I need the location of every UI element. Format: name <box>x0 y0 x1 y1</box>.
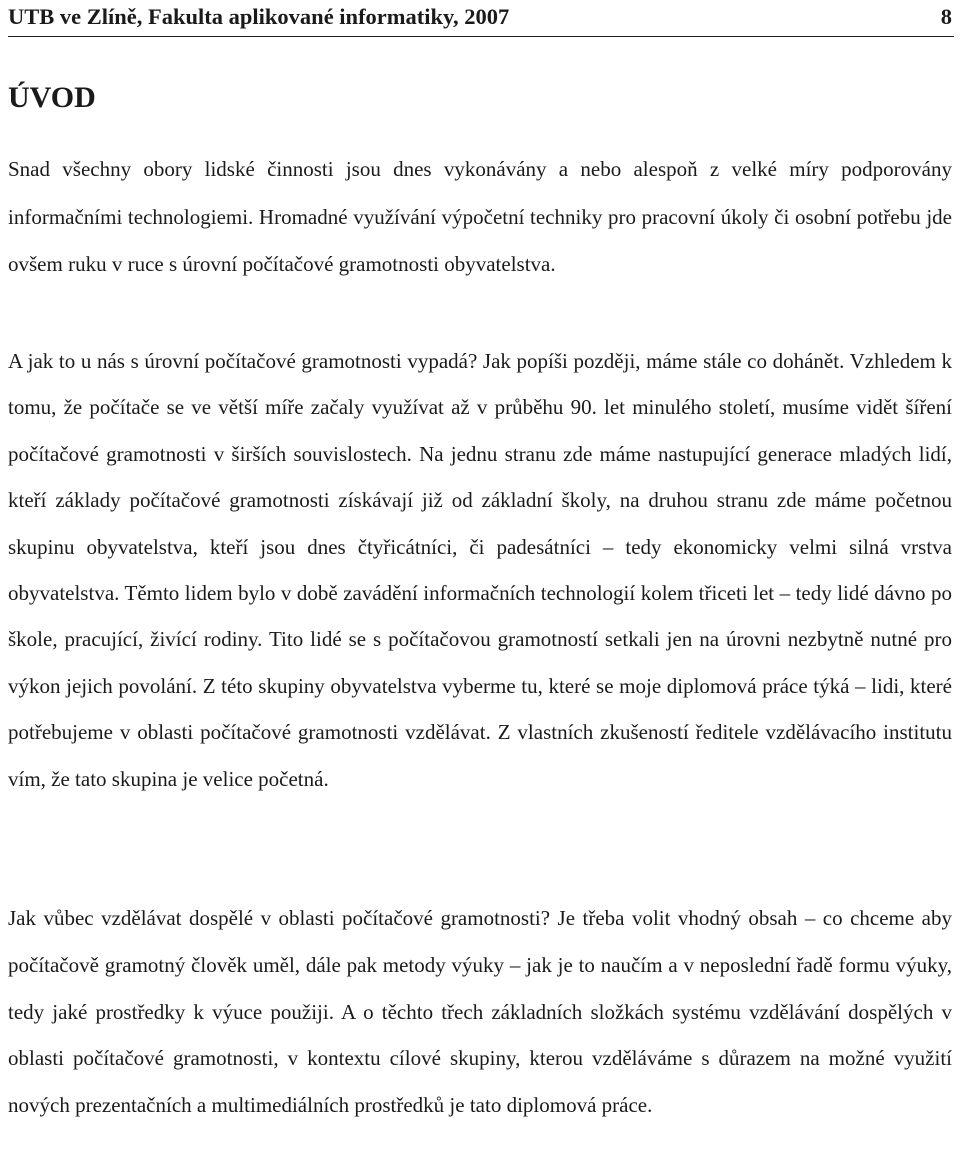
chapter-title: ÚVOD <box>8 81 96 114</box>
header-divider <box>8 36 954 37</box>
page-header <box>8 0 952 34</box>
paragraph-2: A jak to u nás s úrovní počítačové gramotnosti vypadá? Jak popíši později, máme stále co dohánět. Vzhledem k tomu, že počítače se ve větší míře začaly využívat až v průběhu 90. let minulého století, musíme vidět šíření počítačové gramotnosti v širších souvislostech. Na jednu stranu zde máme nastupující generace mladých lidí, kteří základy počítačové gramotnosti získávají již od základní školy, na druhou stranu zde máme početnou skupinu obyvatelstva, kteří jsou dnes čtyřicátníci, či padesátníci – tedy ekonomicky velmi silná vrstva obyvatelstva. Těmto lidem bylo v době zavádění informačních technologií kolem třiceti let – tedy lidé dávno po škole, pracující, živící rodiny. Tito lidé se s počítačovou gramotností setkali jen na úrovni nezbytně nutné pro výkon jejich povolání. Z této skupiny obyvatelstva vyberme tu, které se moje diplomová práce týká – lidi, které potřebujeme v oblasti počítačové gramotnosti vzdělávat. Z vlastních zkušeností ředitele vzdělávacího institutu vím, že tato skupina je velice početná. <box>8 349 952 791</box>
paragraph-1: Snad všechny obory lidské činnosti jsou dnes vykonávány a nebo alespoň z velké míry podporovány informačními technologiemi. Hromadné využívání výpočetní techniky pro pracovní úkoly či osobní potřebu jde ovšem ruku v ruce s úrovní počítačové gramotnosti obyvatelstva. <box>8 157 952 276</box>
page-number: 8 <box>940 4 952 29</box>
paragraph-3: Jak vůbec vzdělávat dospělé v oblasti počítačové gramotnosti? Je třeba volit vhodný obsah – co chceme aby počítačově gramotný člověk uměl, dále pak metody výuky – jak je to naučím a v neposlední řadě formu výuky, tedy jaké prostředky k výuce použiji. A o těchto třech základních složkách systému vzdělávání dospělých v oblasti počítačové gramotnosti, v kontextu cílové skupiny, kterou vzděláváme s důrazem na možné využití nových prezentačních a multimediálních prostředků je tato diplomová práce. <box>8 906 952 1118</box>
header-title: UTB ve Zlíně, Fakulta aplikované informatiky, 2007 <box>8 4 510 29</box>
